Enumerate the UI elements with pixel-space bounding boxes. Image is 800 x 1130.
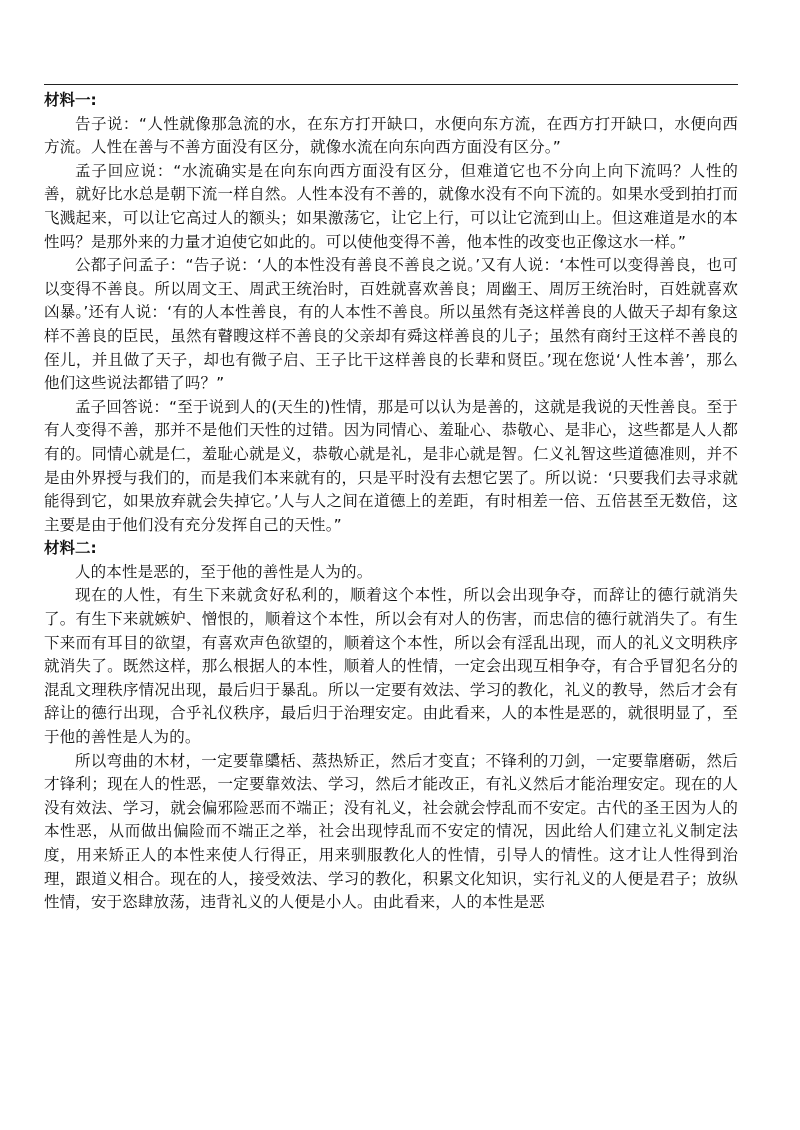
material-two-heading: 材料二: (44, 539, 97, 558)
paragraph: 孟子回应说：“水流确实是在向东向西方面没有区分，但难道它也不分向上向下流吗？人性的善，就好比水总是朝下流一样自然。人性本没有不善的，就像水没有不向下流的。如果水受到拍打而飞溅起来，可以让它高过人的额头；如果激荡它，让它上行，可以让它流到山上。但这难道是水的本性吗？是那外来的力量才迫使它如此的。可以使他变得不善，他本性的改变也正像这水一样。” (44, 161, 738, 251)
material-one-heading: 材料一: (44, 91, 97, 109)
document-page (44, 84, 738, 915)
material-one-section (44, 89, 738, 537)
paragraph: 所以弯曲的木材，一定要靠櫽栝、蒸热矫正，然后才变直；不锋利的刀剑，一定要靠磨砺，然后才锋利；现在人的性恶，一定要靠效法、学习，然后才能改正，有礼义然后才能治理安定。现在的人没有效法、学习，就会偏邪险恶而不端正；没有礼义，社会就会悖乱而不安定。古代的圣王因为人的本性恶，从而做出偏险而不端正之举，社会出现悖乱而不安定的情况，因此给人们建立礼义制定法度，用来矫正人的本性来使人行得正，用来驯服教化人的性情，引导人的情性。这才让人性得到治理，跟道义相合。现在的人，接受效法、学习的教化，积累文化知识，实行礼义的人便是君子；放纵性情，安于恣肆放荡，违背礼义的人便是小人。由此看来，人的本性是恶 (44, 751, 738, 912)
paragraph: 现在的人性，有生下来就贪好私利的，顺着这个本性，所以会出现争夺，而辞让的德行就消失了。有生下来就嫉妒、憎恨的，顺着这个本性，所以会有对人的伤害，而忠信的德行就消失了。有生下来而有耳目的欲望，有喜欢声色欲望的，顺着这个本性，所以会有淫乱出现，而人的礼义文明秩序就消失了。既然这样，那么根据人的本性，顺着人的性情，一定会出现互相争夺，有合乎冒犯名分的混乱文理秩序情况出现，最后归于暴乱。所以一定要有效法、学习的教化，礼义的教导，然后才会有辞让的德行出现，合乎礼仪秩序，最后归于治理安定。由此看来，人的本性是恶的，就很明显了，至于他的善性是人为的。 (44, 586, 738, 747)
material-two-section (44, 537, 738, 915)
paragraph: 告子说：“人性就像那急流的水，在东方打开缺口，水便向东方流，在西方打开缺口，水便向西方流。人性在善与不善方面没有区分，就像水流在向东向西方面没有区分。” (44, 114, 738, 157)
paragraph: 公都子问孟子：“告子说：‘人的本性没有善良不善良之说。’又有人说：‘本性可以变得善良，也可以变得不善良。所以周文王、周武王统治时，百姓就喜欢善良；周幽王、周厉王统治时，百姓就喜欢凶暴。’还有人说：‘有的人本性善良，有的人本性不善良。所以虽然有尧这样善良的人做天子却有象这样不善良的臣民，虽然有瞽瞍这样不善良的父亲却有舜这样善良的儿子；虽然有商纣王这样不善良的侄儿，并且做了天子，却也有微子启、王子比干这样善良的长辈和贤臣。’现在您说‘人性本善’，那么他们这些说法都错了吗？” (44, 256, 738, 393)
header-rule (44, 84, 738, 85)
paragraph: 人的本性是恶的，至于他的善性是人为的。 (75, 562, 373, 581)
paragraph: 孟子回答说：“至于说到人的(天生的)性情，那是可以认为是善的，这就是我说的天性善良。至于有人变得不善，那并不是他们天性的过错。因为同情心、羞耻心、恭敬心、是非心，这些都是人人都有的。同情心就是仁，羞耻心就是义，恭敬心就是礼，是非心就是智。仁义礼智这些道德准则，并不是由外界授与我们的，而是我们本来就有的，只是平时没有去想它罢了。所以说：‘只要我们去寻求就能得到它，如果放弃就会失掉它。’人与人之间在道德上的差距，有时相差一倍、五倍甚至无数倍，这主要是由于他们没有充分发挥自己的天性。” (44, 397, 738, 534)
